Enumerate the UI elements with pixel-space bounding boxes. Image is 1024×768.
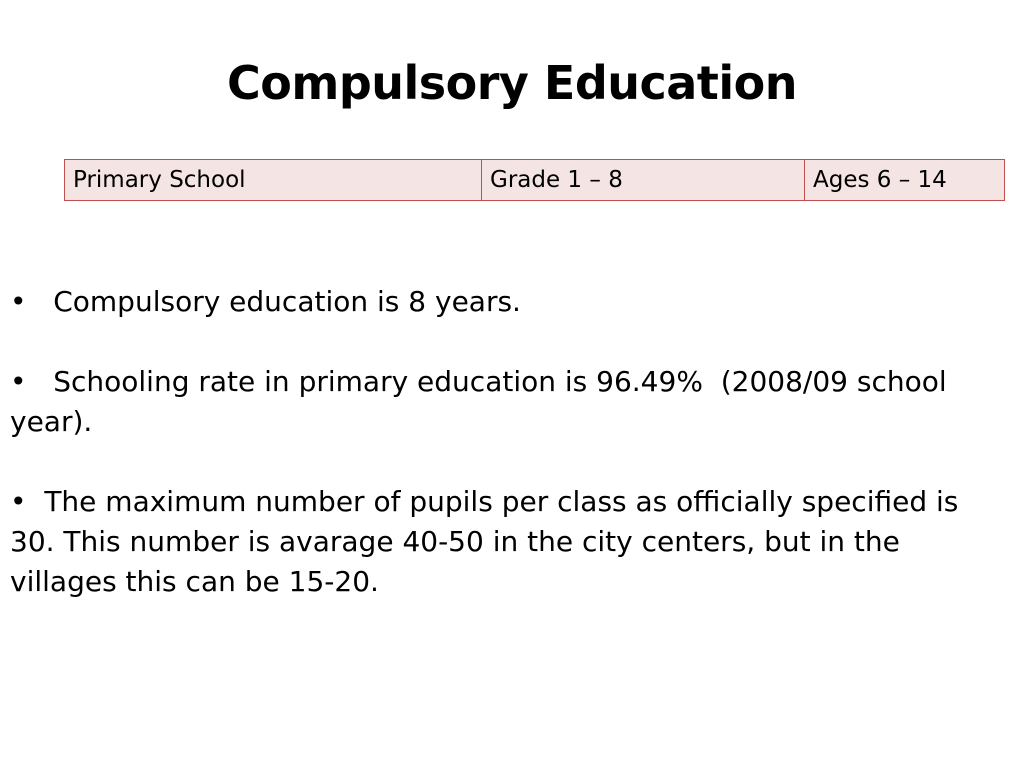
- bullet-icon: [10, 362, 27, 402]
- table-row: [65, 160, 1005, 201]
- bullet-icon: [10, 282, 27, 322]
- bullet-text: Compulsory education is 8 years.: [53, 285, 521, 318]
- table-cell-grades: Grade 1 – 8: [482, 160, 805, 201]
- table-cell-ages: Ages 6 – 14: [805, 160, 1005, 201]
- bullet-item: [10, 362, 1010, 442]
- table-cell-level: Primary School: [65, 160, 482, 201]
- bullet-list: [10, 282, 1010, 642]
- slide-title: Compulsory Education: [227, 56, 797, 110]
- bullet-icon: [10, 482, 27, 522]
- bullet-text: The maximum number of pupils per class as officially specified is 30. This number is avarage 40-50 in the city centers, but in the villages this can be 15-20.: [10, 485, 959, 598]
- bullet-text: Schooling rate in primary education is 96.49% (2008/09 school year).: [10, 365, 956, 438]
- bullet-item: [10, 482, 1010, 602]
- education-table: [64, 159, 1005, 201]
- bullet-item: [10, 282, 1010, 322]
